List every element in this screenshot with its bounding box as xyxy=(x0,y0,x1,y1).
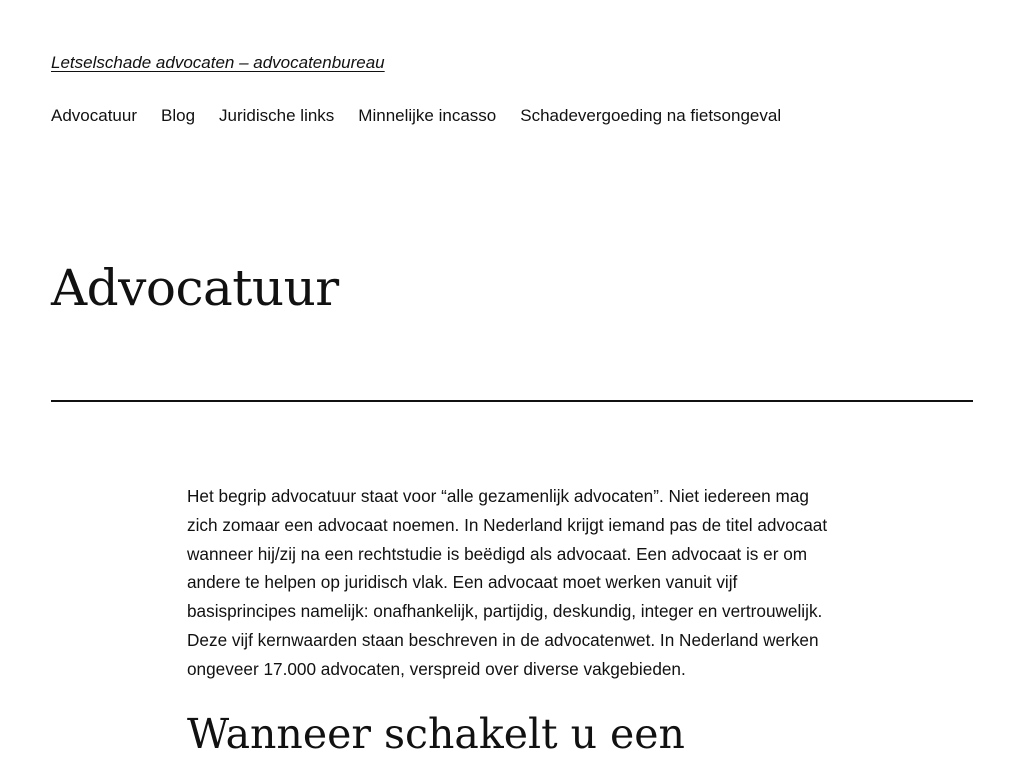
nav-item-schadevergoeding[interactable]: Schadevergoeding na fietsongeval xyxy=(520,106,782,125)
nav-item-blog[interactable]: Blog xyxy=(161,106,196,125)
nav-item-advocatuur[interactable]: Advocatuur xyxy=(51,106,137,125)
section-heading: Wanneer schakelt u een xyxy=(187,709,685,758)
primary-navigation xyxy=(51,106,781,126)
page-title: Advocatuur xyxy=(51,259,339,317)
nav-item-juridische-links[interactable]: Juridische links xyxy=(219,106,335,125)
site-title-link[interactable]: Letselschade advocaten – advocatenbureau xyxy=(51,53,385,72)
title-divider xyxy=(51,400,973,402)
nav-item-minnelijke-incasso[interactable]: Minnelijke incasso xyxy=(358,106,497,125)
article-content xyxy=(187,482,832,759)
intro-paragraph: Het begrip advocatuur staat voor “alle gezamenlijk advocaten”. Niet iedereen mag zich zomaar een advocaat noemen. In Nederland krijgt iemand pas de titel advocaat wanneer hij/zij na een rechtstudie is beëdigd als advocaat. Een advocaat is er om andere te helpen op juridisch vlak. Een advocaat moet werken vanuit vijf basisprincipes namelijk: onafhankelijk, partijdig, deskundig, integer en vertrouwelijk. Deze vijf kernwaarden staan beschreven in de advocatenwet. In Nederland werken ongeveer 17.000 advocaten, verspreid over diverse vakgebieden. xyxy=(187,486,828,679)
